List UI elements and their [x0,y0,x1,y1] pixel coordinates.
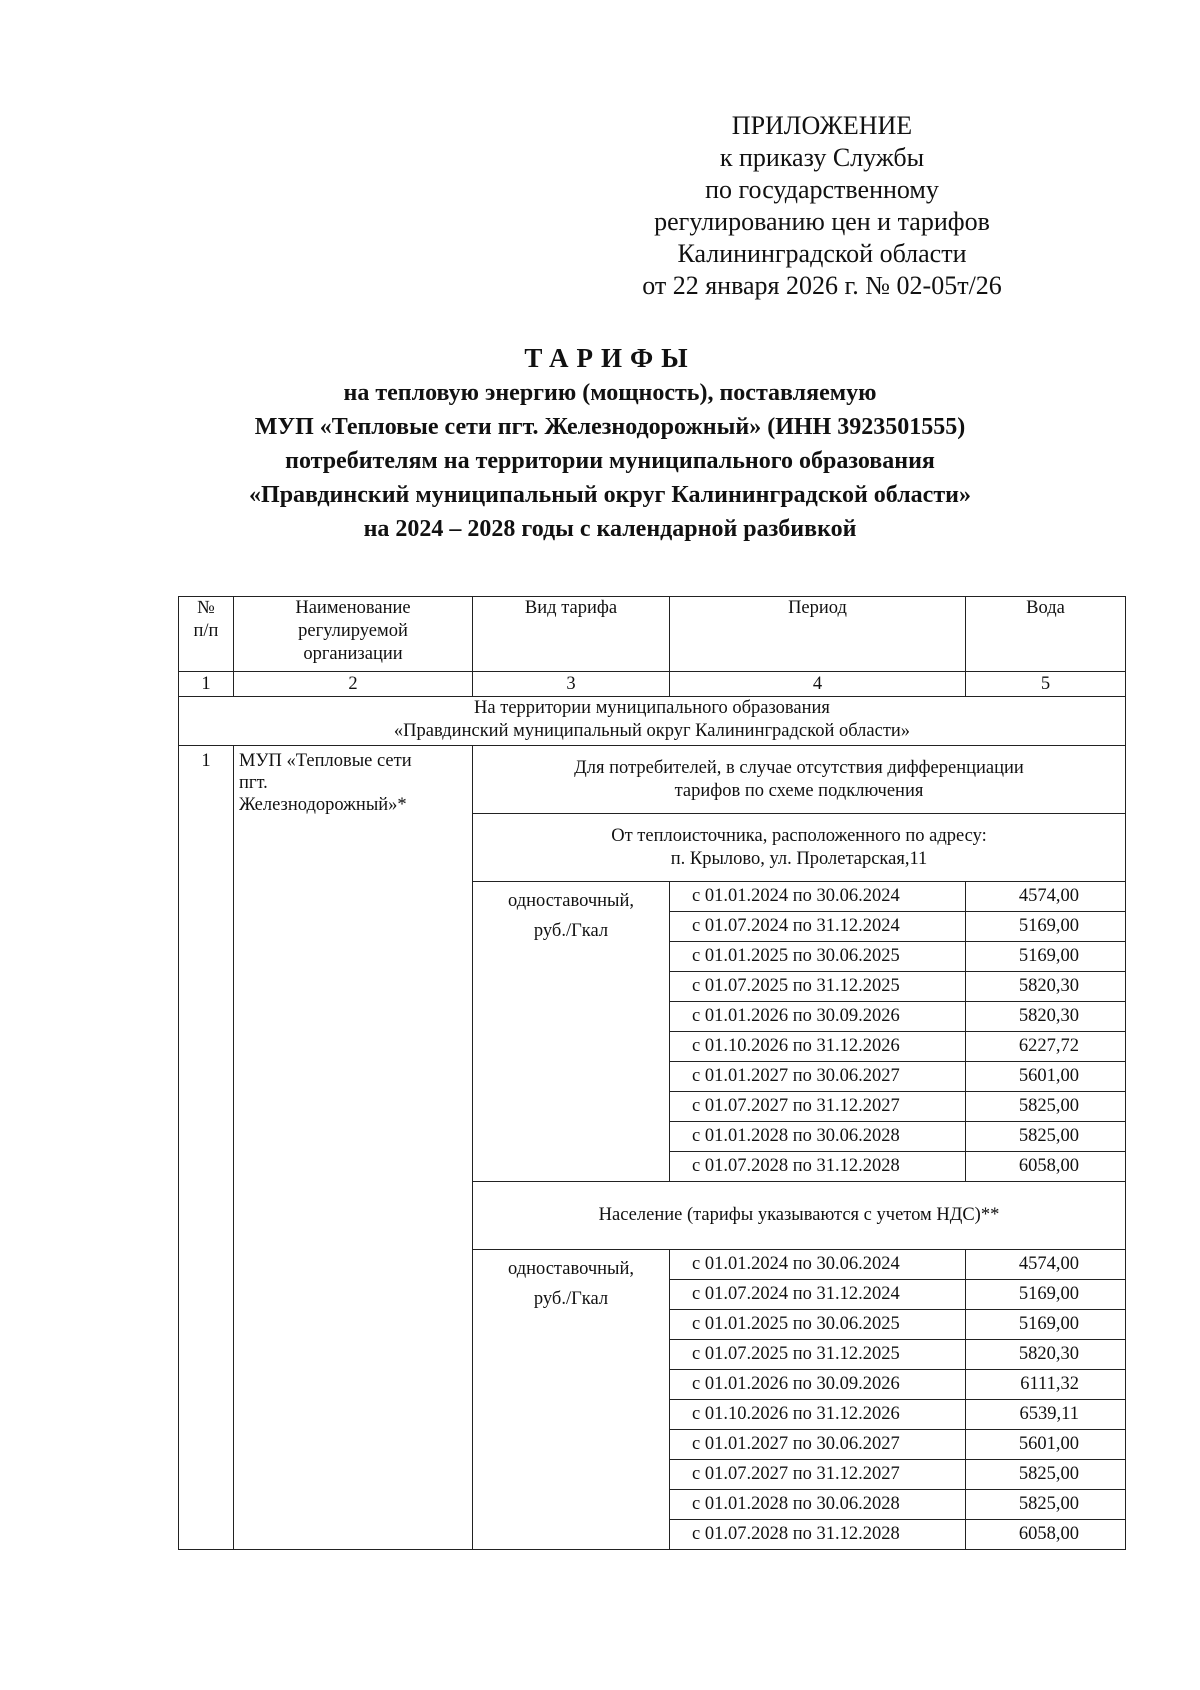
period-cell: с 01.07.2025 по 31.12.2025 [670,1340,966,1370]
period-cell: с 01.01.2025 по 30.06.2025 [670,942,966,972]
column-number: 3 [473,672,670,697]
water-tariff-value: 6058,00 [966,1152,1126,1182]
water-tariff-value: 6058,00 [966,1520,1126,1550]
period-cell: с 01.10.2026 по 31.12.2026 [670,1032,966,1062]
appendix-order-date: от 22 января 2026 г. № 02-05т/26 [642,271,1002,300]
water-tariff-value: 5825,00 [966,1490,1126,1520]
period-cell: с 01.01.2028 по 30.06.2028 [670,1122,966,1152]
period-cell: с 01.07.2028 по 31.12.2028 [670,1152,966,1182]
period-cell: с 01.07.2024 по 31.12.2024 [670,912,966,942]
period-cell: с 01.10.2026 по 31.12.2026 [670,1400,966,1430]
title-main: ТАРИФЫ [524,343,696,373]
title-line: на тепловую энергию (мощность), поставляемую [343,380,877,406]
water-tariff-value: 6227,72 [966,1032,1126,1062]
document-title [170,340,1050,546]
period-cell: с 01.01.2024 по 30.06.2024 [670,1250,966,1280]
water-tariff-value: 6539,11 [966,1400,1126,1430]
header-tariff-type: Вид тарифа [473,597,670,672]
water-tariff-value: 5169,00 [966,1280,1126,1310]
header-organization: Наименование регулируемой организации [234,597,473,672]
period-cell: с 01.01.2027 по 30.06.2027 [670,1430,966,1460]
water-tariff-value: 6111,32 [966,1370,1126,1400]
column-number: 4 [670,672,966,697]
water-tariff-value: 4574,00 [966,1250,1126,1280]
group-label-no-differentiation: Для потребителей, в случае отсутствия дифференциации тарифов по схеме подключения [473,746,1126,814]
tariff-type: одноставочный, руб./Гкал [473,1250,670,1550]
appendix-line: по государственному [705,175,939,204]
water-tariff-value: 5825,00 [966,1460,1126,1490]
tariff-type: одноставочный, руб./Гкал [473,882,670,1182]
water-tariff-value: 5601,00 [966,1430,1126,1460]
period-cell: с 01.07.2027 по 31.12.2027 [670,1460,966,1490]
table-header-row [179,597,1126,672]
header-water: Вода [966,597,1126,672]
territory-label: На территории муниципального образования «Правдинский муниципальный округ Калининградской области» [179,697,1126,746]
appendix-title: ПРИЛОЖЕНИЕ [731,111,913,140]
column-number: 5 [966,672,1126,697]
water-tariff-value: 5601,00 [966,1062,1126,1092]
water-tariff-value: 5820,30 [966,1002,1126,1032]
period-cell: с 01.01.2026 по 30.09.2026 [670,1002,966,1032]
header-period: Период [670,597,966,672]
period-cell: с 01.07.2027 по 31.12.2027 [670,1092,966,1122]
period-cell: с 01.07.2024 по 31.12.2024 [670,1280,966,1310]
group-row [179,746,1126,814]
header-number: № п/п [179,597,234,672]
column-number: 2 [234,672,473,697]
water-tariff-value: 5169,00 [966,942,1126,972]
appendix-line: Калининградской области [677,239,967,268]
period-cell: с 01.01.2028 по 30.06.2028 [670,1490,966,1520]
appendix-line: регулированию цен и тарифов [654,207,990,236]
organization-name: МУП «Тепловые сети пгт. Железнодорожный»* [234,746,473,1550]
title-line: потребителям на территории муниципального образования [285,448,935,474]
title-line: МУП «Тепловые сети пгт. Железнодорожный» (ИНН 3923501555) [254,414,966,440]
column-numbers-row [179,672,1126,697]
tariffs-table [178,596,1126,1550]
water-tariff-value: 4574,00 [966,882,1126,912]
territory-row [179,697,1126,746]
water-tariff-value: 5820,30 [966,1340,1126,1370]
column-number: 1 [179,672,234,697]
water-tariff-value: 5825,00 [966,1092,1126,1122]
appendix-header [612,110,1032,302]
appendix-line: к приказу Службы [719,143,925,172]
period-cell: с 01.01.2024 по 30.06.2024 [670,882,966,912]
period-cell: с 01.01.2027 по 30.06.2027 [670,1062,966,1092]
title-line: «Правдинский муниципальный округ Калининградской области» [249,482,971,508]
period-cell: с 01.01.2025 по 30.06.2025 [670,1310,966,1340]
period-cell: с 01.07.2028 по 31.12.2028 [670,1520,966,1550]
water-tariff-value: 5820,30 [966,972,1126,1002]
period-cell: с 01.07.2025 по 31.12.2025 [670,972,966,1002]
group-label: От теплоисточника, расположенного по адресу: п. Крылово, ул. Пролетарская,11 [473,814,1126,882]
water-tariff-value: 5169,00 [966,912,1126,942]
group-label: Население (тарифы указываются с учетом НДС)** [473,1182,1126,1250]
water-tariff-value: 5169,00 [966,1310,1126,1340]
water-tariff-value: 5825,00 [966,1122,1126,1152]
row-number: 1 [179,746,234,1550]
title-line: на 2024 – 2028 годы с календарной разбивкой [363,516,857,542]
period-cell: с 01.01.2026 по 30.09.2026 [670,1370,966,1400]
